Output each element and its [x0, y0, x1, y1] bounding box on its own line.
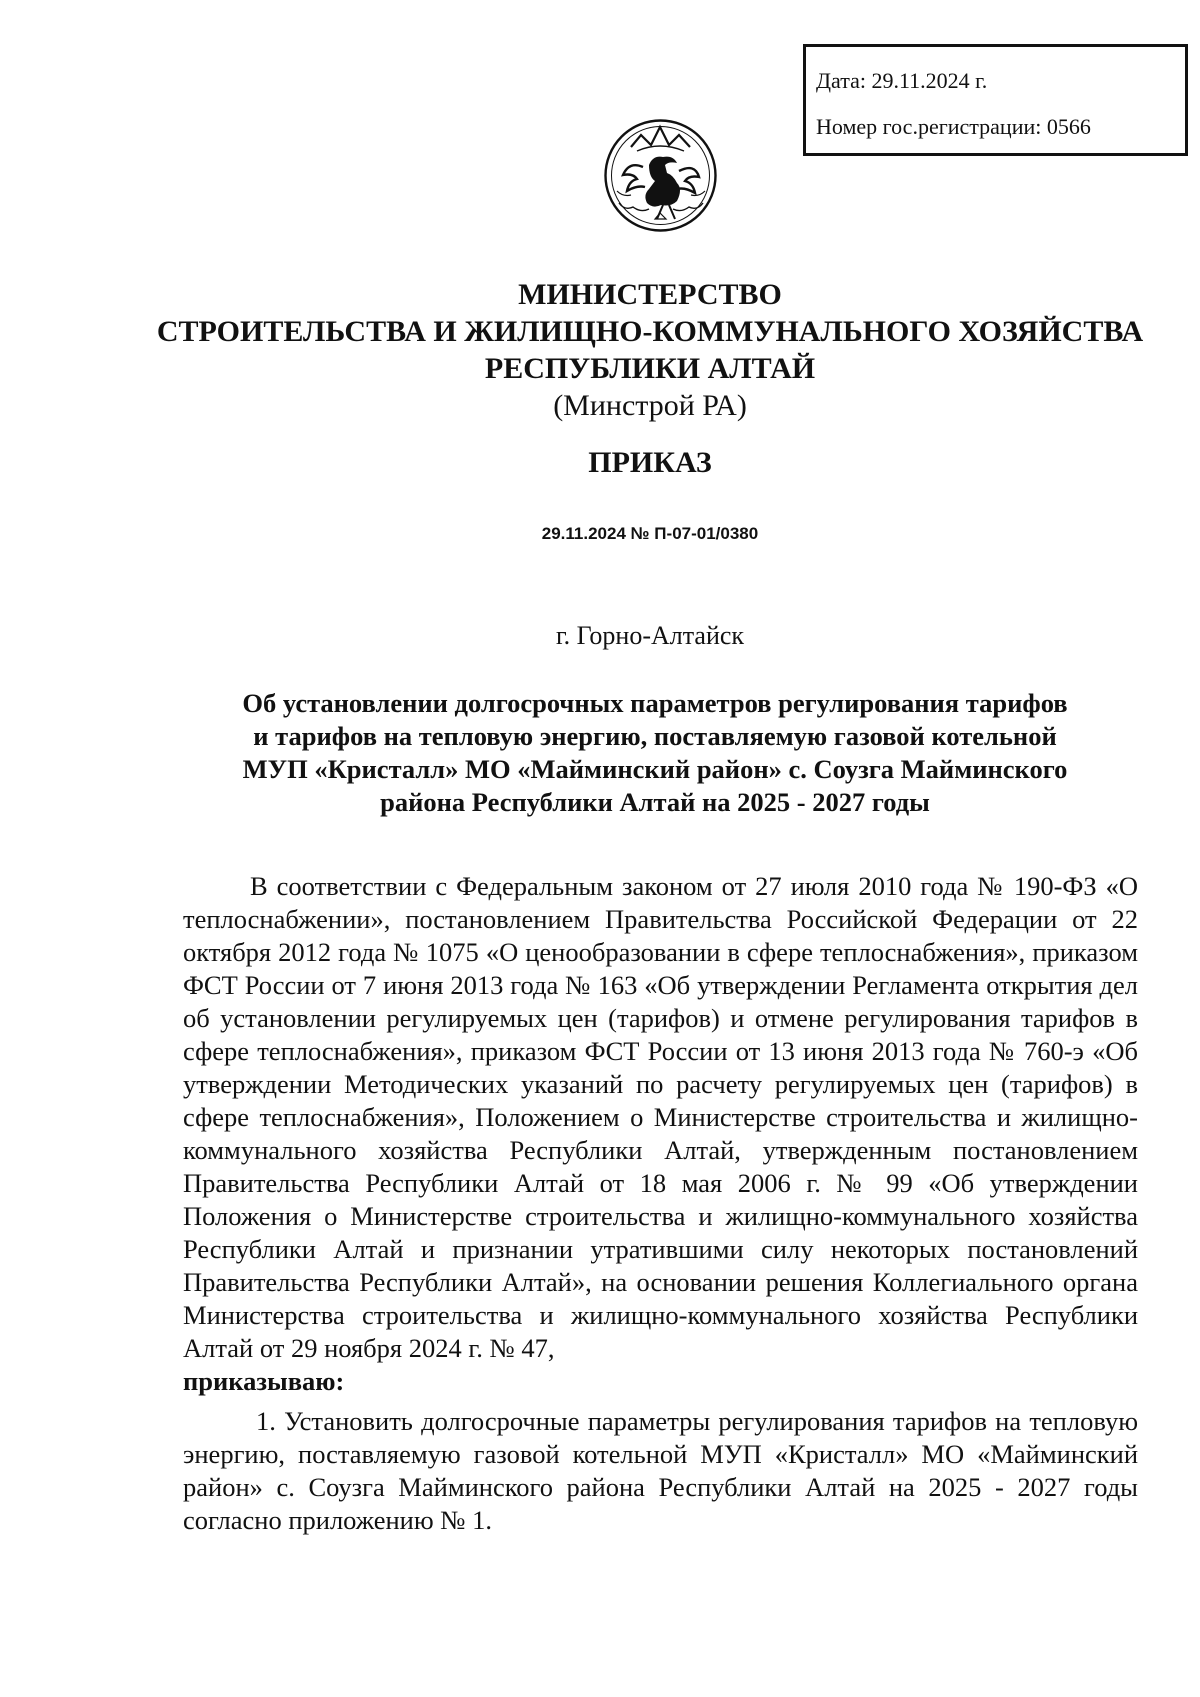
ministry-abbreviation: (Минстрой РА): [553, 389, 747, 422]
title-line-2: и тарифов на тепловую энергию, поставляемую газовой котельной: [253, 721, 1057, 751]
registration-number-label: Номер гос.регистрации:: [816, 114, 1042, 139]
order-item-1: 1. Установить долгосрочные параметры регулирования тарифов на тепловую энергию, поставляемую газовой котельной МУП «Кристалл» МО «Майминский район» с. Соузга Майминского района Республики Алтай на 2025 - 2027 годы согласно приложению № 1.: [183, 1406, 1138, 1535]
order-verb: приказываю:: [183, 1366, 345, 1396]
preamble-text: В соответствии с Федеральным законом от 27 июля 2010 года № 190-ФЗ «О теплоснабжении», постановлением Правительства Российской Федерации от 22 октября 2012 года № 1075 «О ценообразовании в сфере теплоснабжения», приказом ФСТ России от 7 июня 2013 года № 163 «Об утверждении Регламента открытия дел об установлении регулируемых цен (тарифов) и отмене регулирования тарифов в сфере теплоснабжения», приказом ФСТ России от 13 июня 2013 года № 760-э «Об утверждении Методических указаний по расчету регулируемых цен (тарифов) в сфере теплоснабжения», Положением о Министерстве строительства и жилищно-коммунального хозяйства Республики Алтай, утвержденным постановлением Правительства Республики Алтай от 18 мая 2006 г. № 99 «Об утверждении Положения о Министерстве строительства и жилищно-коммунального хозяйства Республики Алтай и признании утратившими силу некоторых постановлений Правительства Республики Алтай», на основании решения Коллегиального органа Министерства строительства и жилищно-коммунального хозяйства Республики Алтай от 29 ноября 2024 г. № 47,: [183, 871, 1138, 1363]
order-title: [175, 687, 1135, 819]
issue-city: г. Горно-Алтайск: [555, 621, 745, 650]
registration-stamp-box: [803, 44, 1188, 156]
ministry-line-1: МИНИСТЕРСТВО: [518, 278, 782, 311]
coat-of-arms-emblem-icon: [603, 115, 718, 236]
registration-date: [816, 70, 987, 92]
title-line-4: района Республики Алтай на 2025 - 2027 годы: [380, 787, 930, 817]
document-type-heading: ПРИКАЗ: [588, 446, 712, 479]
preamble-paragraph: [183, 870, 1138, 1398]
order-date-number: 29.11.2024 № П-07-01/0380: [541, 524, 759, 543]
registration-number-value: 0566: [1046, 114, 1091, 139]
date-label: Дата:: [816, 68, 866, 93]
registration-number: [816, 116, 1091, 138]
ministry-line-3: РЕСПУБЛИКИ АЛТАЙ: [484, 352, 816, 385]
ministry-header: [0, 276, 1200, 424]
date-value: 29.11.2024 г.: [871, 68, 988, 93]
ministry-line-2: СТРОИТЕЛЬСТВА И ЖИЛИЩНО-КОММУНАЛЬНОГО ХОЗЯЙСТВА: [156, 315, 1144, 348]
title-line-3: МУП «Кристалл» МО «Майминский район» с. Соузга Майминского: [242, 754, 1068, 784]
title-line-1: Об установлении долгосрочных параметров регулирования тарифов: [242, 688, 1068, 718]
